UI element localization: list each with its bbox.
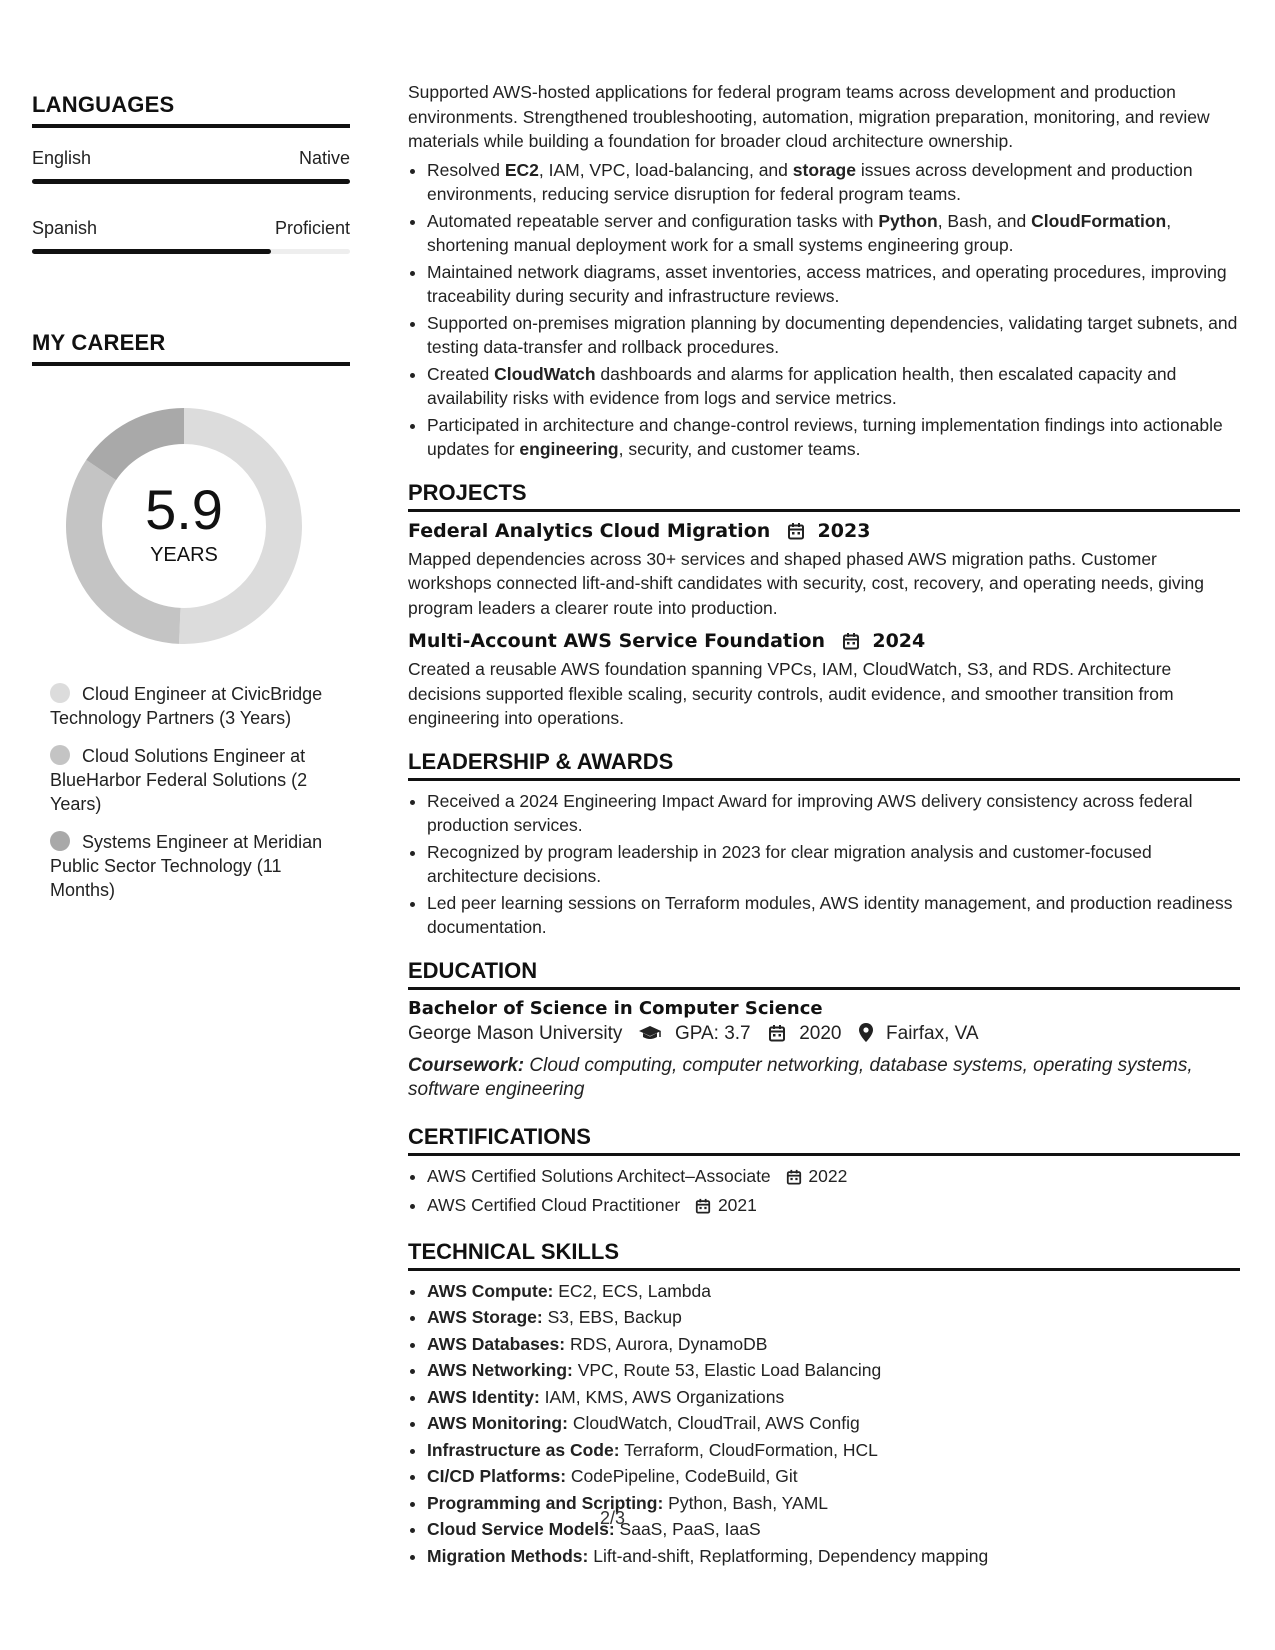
language-level-fill bbox=[32, 179, 350, 184]
language-level: Proficient bbox=[274, 218, 350, 238]
skill-item bbox=[427, 1544, 1240, 1569]
certifications-heading: CERTIFICATIONS bbox=[408, 1124, 1240, 1156]
experience-bullet: • Maintained network diagrams, asset inventories, access matrices, and operating procedures, improving traceability during security and infrastructure reviews. bbox=[427, 260, 1240, 309]
languages-heading: LANGUAGES bbox=[32, 92, 350, 128]
skills-heading: TECHNICAL SKILLS bbox=[408, 1239, 1240, 1271]
leadership-item: • Received a 2024 Engineering Impact Award for improving AWS delivery consistency across federal production services. bbox=[427, 789, 1240, 838]
school-name: George Mason University bbox=[408, 1022, 623, 1044]
skill-item bbox=[427, 1305, 1240, 1330]
graduation-cap-icon bbox=[638, 1024, 662, 1048]
experience-bullet: • Created CloudWatch dashboards and alarms for application health, then escalated capacity and availability risks with evidence from logs and service metrics. bbox=[427, 362, 1240, 411]
project-title: Federal Analytics Cloud Migration bbox=[408, 519, 771, 542]
project-year: 2023 bbox=[817, 519, 871, 542]
calendar-icon bbox=[842, 632, 860, 655]
career-legend-item bbox=[50, 744, 330, 816]
career-legend-item bbox=[50, 682, 330, 730]
degree-title: Bachelor of Science in Computer Science bbox=[408, 997, 823, 1019]
skill-category: Programming and Scripting: bbox=[427, 1492, 664, 1513]
skill-item bbox=[427, 1385, 1240, 1410]
coursework-label: Coursework: bbox=[408, 1054, 525, 1076]
gpa: GPA: 3.7 bbox=[674, 1022, 751, 1044]
language-level-bar bbox=[32, 179, 350, 184]
project-year: 2024 bbox=[872, 630, 926, 652]
certification-item bbox=[427, 1164, 1240, 1192]
career-heading: MY CAREER bbox=[32, 330, 350, 366]
skill-category: AWS Databases: bbox=[427, 1333, 566, 1354]
calendar-icon bbox=[787, 522, 805, 545]
certification-year: 2021 bbox=[717, 1195, 757, 1215]
skill-category: AWS Monitoring: bbox=[427, 1413, 568, 1433]
education-meta bbox=[408, 1023, 1240, 1048]
skill-category: AWS Compute: bbox=[427, 1280, 554, 1301]
skill-values: Python, Bash, YAML bbox=[663, 1492, 829, 1513]
career-legend bbox=[50, 682, 330, 902]
calendar-icon bbox=[786, 1167, 802, 1192]
legend-dot-icon bbox=[50, 831, 70, 851]
project-description: Created a reusable AWS foundation spanning VPCs, IAM, CloudWatch, S3, and RDS. Architecture decisions supported flexible scaling, security controls, audit evidence, and smoother transition from engineering into operations. bbox=[408, 659, 1174, 728]
skill-category: AWS Identity: bbox=[427, 1386, 540, 1407]
legend-dot-icon bbox=[50, 745, 70, 765]
coursework bbox=[408, 1054, 1240, 1102]
skill-category: CI/CD Platforms: bbox=[427, 1466, 567, 1486]
certification-name: AWS Certified Solutions Architect–Associate bbox=[427, 1165, 771, 1186]
leadership-item: • Led peer learning sessions on Terraform modules, AWS identity management, and production readiness documentation. bbox=[427, 891, 1240, 940]
experience-summary: Supported AWS-hosted applications for federal program teams across development and production environments. Strengthened troubleshooting, automation, migration preparation, monitoring, and review materials while building a foundation for broader cloud architecture ownership. bbox=[408, 82, 1210, 151]
sidebar bbox=[32, 92, 350, 916]
skill-values: CodePipeline, CodeBuild, Git bbox=[566, 1466, 798, 1486]
project-item bbox=[408, 520, 1240, 621]
language-item bbox=[32, 218, 350, 254]
language-level-bar bbox=[32, 249, 350, 254]
skill-item bbox=[427, 1411, 1240, 1436]
language-item bbox=[32, 148, 350, 184]
certification-name: AWS Certified Cloud Practitioner bbox=[427, 1195, 681, 1215]
skill-values: IAM, KMS, AWS Organizations bbox=[539, 1386, 785, 1407]
experience-bullets bbox=[408, 158, 1240, 462]
career-legend-label: Cloud Engineer at CivicBridge Technology Partners (3 Years) bbox=[50, 684, 323, 728]
career-legend-item bbox=[50, 830, 330, 902]
skill-values: Lift-and-shift, Replatforming, Dependency mapping bbox=[588, 1545, 989, 1566]
career-donut-chart bbox=[66, 408, 302, 644]
experience-bullet: • Automated repeatable server and configuration tasks with Python, Bash, and CloudFormation, shortening manual deployment work for a small systems engineering group. bbox=[427, 209, 1240, 258]
project-title: Multi-Account AWS Service Foundation bbox=[408, 630, 826, 652]
skill-values: SaaS, PaaS, IaaS bbox=[614, 1519, 761, 1539]
career-total-years: 5.9 bbox=[145, 478, 223, 541]
experience-bullet: • Participated in architecture and change-control reviews, turning implementation findings into actionable updates for engineering, security, and customer teams. bbox=[427, 413, 1240, 462]
skill-category: AWS Storage: bbox=[427, 1307, 543, 1327]
calendar-icon bbox=[768, 1024, 786, 1048]
skill-category: AWS Networking: bbox=[427, 1360, 573, 1380]
skill-item bbox=[427, 1491, 1240, 1516]
experience-bullet: • Supported on-premises migration planning by documenting dependencies, validating target subnets, and testing data-transfer and rollback procedures. bbox=[427, 311, 1240, 360]
certification-item bbox=[427, 1193, 1240, 1221]
skill-item bbox=[427, 1517, 1240, 1542]
skill-category: Migration Methods: bbox=[427, 1545, 589, 1566]
skill-values: VPC, Route 53, Elastic Load Balancing bbox=[572, 1360, 882, 1380]
graduation-year: 2020 bbox=[799, 1022, 842, 1044]
skill-category: Infrastructure as Code: bbox=[427, 1439, 620, 1460]
experience-bullet: • Resolved EC2, IAM, VPC, load-balancing, and storage issues across development and production environments, reducing service disruption for federal program teams. bbox=[427, 158, 1240, 207]
main-content bbox=[408, 80, 1240, 1570]
language-name: English bbox=[32, 148, 92, 168]
skill-item bbox=[427, 1358, 1240, 1383]
skill-values: RDS, Aurora, DynamoDB bbox=[565, 1333, 768, 1354]
skill-item bbox=[427, 1464, 1240, 1489]
skill-item bbox=[427, 1279, 1240, 1304]
project-item bbox=[408, 630, 1240, 731]
career-legend-label: Systems Engineer at Meridian Public Sector Technology (11 Months) bbox=[50, 832, 323, 900]
leadership-item: • Recognized by program leadership in 2023 for clear migration analysis and customer-focused architecture decisions. bbox=[427, 840, 1240, 889]
certification-year: 2022 bbox=[808, 1165, 848, 1186]
skill-category: Cloud Service Models: bbox=[427, 1519, 615, 1539]
language-name: Spanish bbox=[32, 218, 98, 238]
skills-list bbox=[408, 1279, 1240, 1569]
page-number: 2/3 bbox=[600, 1508, 626, 1528]
school-location: Fairfax, VA bbox=[886, 1022, 979, 1044]
certification-list bbox=[408, 1164, 1240, 1221]
language-level-fill bbox=[32, 249, 271, 254]
coursework-list: Cloud computing, computer networking, database systems, operating systems, software engineering bbox=[408, 1054, 1193, 1100]
language-level: Native bbox=[298, 148, 350, 168]
career-years-label: YEARS bbox=[150, 544, 218, 566]
skill-item bbox=[427, 1438, 1240, 1463]
map-pin-icon bbox=[859, 1023, 873, 1048]
skill-item bbox=[427, 1332, 1240, 1357]
projects-heading: PROJECTS bbox=[408, 480, 1240, 512]
skill-values: Terraform, CloudFormation, HCL bbox=[619, 1439, 878, 1460]
leadership-list bbox=[408, 789, 1240, 940]
skill-values: EC2, ECS, Lambda bbox=[553, 1280, 711, 1301]
project-description: Mapped dependencies across 30+ services and shaped phased AWS migration paths. Customer workshops connected lift-and-shift candidates with security, cost, recovery, and operating needs, giving program leaders a clearer route into production. bbox=[408, 548, 1205, 618]
legend-dot-icon bbox=[50, 683, 70, 703]
career-legend-label: Cloud Solutions Engineer at BlueHarbor Federal Solutions (2 Years) bbox=[50, 746, 308, 814]
skill-values: S3, EBS, Backup bbox=[542, 1307, 682, 1327]
education-heading: EDUCATION bbox=[408, 958, 1240, 990]
leadership-heading: LEADERSHIP & AWARDS bbox=[408, 749, 1240, 781]
skill-values: CloudWatch, CloudTrail, AWS Config bbox=[567, 1413, 860, 1433]
calendar-icon bbox=[695, 1196, 711, 1221]
